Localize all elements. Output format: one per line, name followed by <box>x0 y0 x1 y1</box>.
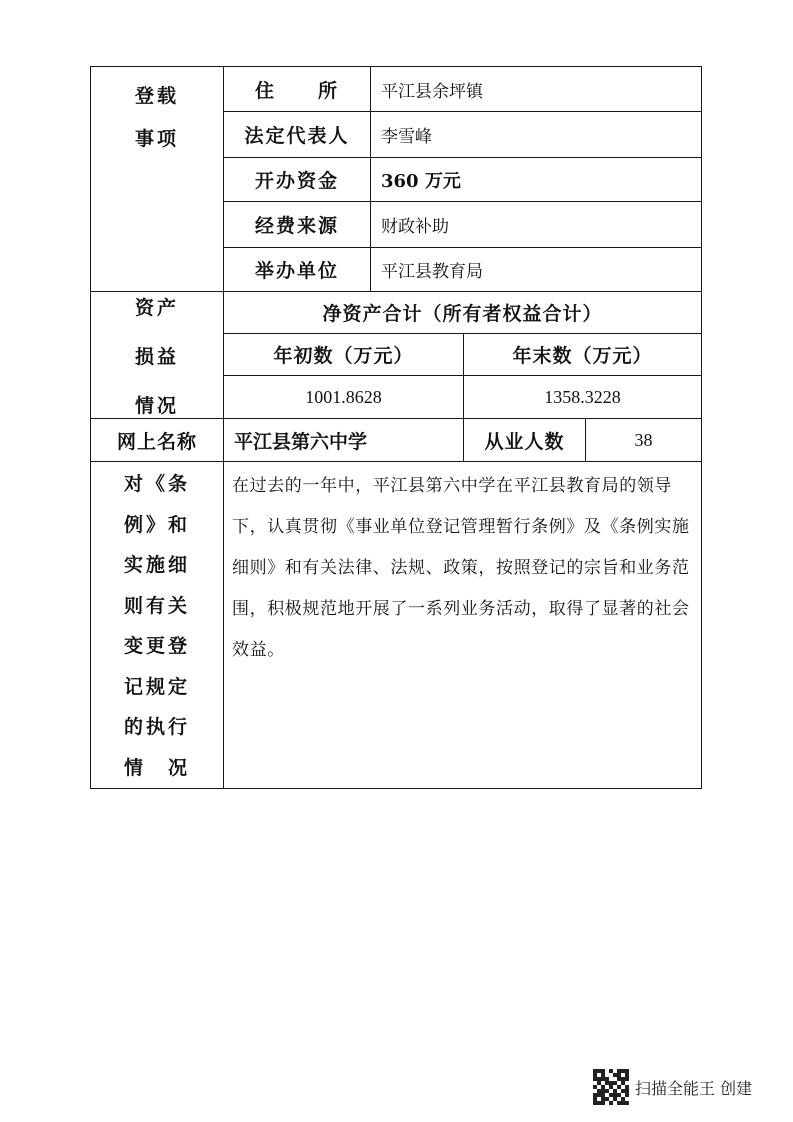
annual-report-table <box>90 66 702 789</box>
execution-label-line-8: 情 况 <box>123 756 190 779</box>
online-name-value: 平江县第六中学 <box>224 419 464 462</box>
qr-code-icon <box>593 1069 629 1105</box>
staff-count-value: 38 <box>586 419 702 462</box>
camscanner-watermark <box>593 1069 752 1105</box>
start-of-year-label: 年初数（万元） <box>224 334 464 376</box>
registration-section-label <box>91 67 224 292</box>
execution-label-line-5: 变更登 <box>123 635 190 657</box>
execution-label <box>91 462 224 789</box>
execution-label-line-4: 则有关 <box>123 594 190 617</box>
address-label: 住 所 <box>224 67 371 112</box>
funding-value: 财政补助 <box>371 202 702 247</box>
assets-section-label <box>91 292 224 419</box>
legal-rep-value: 李雪峰 <box>371 112 702 157</box>
end-of-year-value: 1358.3228 <box>464 376 702 419</box>
execution-label-line-2: 例》和 <box>123 513 190 536</box>
execution-label-line-6: 记规定 <box>123 675 190 698</box>
legal-rep-label: 法定代表人 <box>224 112 371 157</box>
net-assets-header: 净资产合计（所有者权益合计） <box>224 292 702 334</box>
assets-label-line-3: 情况 <box>134 394 179 417</box>
execution-content <box>224 462 702 789</box>
start-of-year-value: 1001.8628 <box>224 376 464 419</box>
capital-value: 360 万元 <box>371 157 702 201</box>
online-name-label: 网上名称 <box>91 419 224 462</box>
registration-label-line-2: 事项 <box>134 128 179 150</box>
assets-label-line-2: 损益 <box>134 345 179 368</box>
address-value: 平江县余坪镇 <box>371 67 702 112</box>
funding-label: 经费来源 <box>224 202 371 247</box>
staff-count-label: 从业人数 <box>464 419 586 462</box>
execution-text: 在过去的一年中，平江县第六中学在平江县教育局的领导下，认真贯彻《事业单位登记管理暂行条例》及《条例实施细则》和有关法律、法规、政策，按照登记的宗旨和业务范围，积极规范地开展了一系列业务活动，取得了显著的社会效益。 <box>232 476 690 660</box>
sponsor-label: 举办单位 <box>224 247 371 291</box>
assets-label-line-1: 资产 <box>134 296 179 319</box>
sponsor-value: 平江县教育局 <box>371 247 702 291</box>
watermark-text: 扫描全能王 创建 <box>635 1078 753 1098</box>
end-of-year-label: 年末数（万元） <box>464 334 702 376</box>
registration-label-line-1: 登载 <box>134 85 179 107</box>
capital-label: 开办资金 <box>224 157 371 201</box>
execution-label-line-7: 的执行 <box>123 716 190 738</box>
execution-label-line-1: 对《条 <box>123 473 190 495</box>
execution-label-line-3: 实施细 <box>123 554 190 576</box>
